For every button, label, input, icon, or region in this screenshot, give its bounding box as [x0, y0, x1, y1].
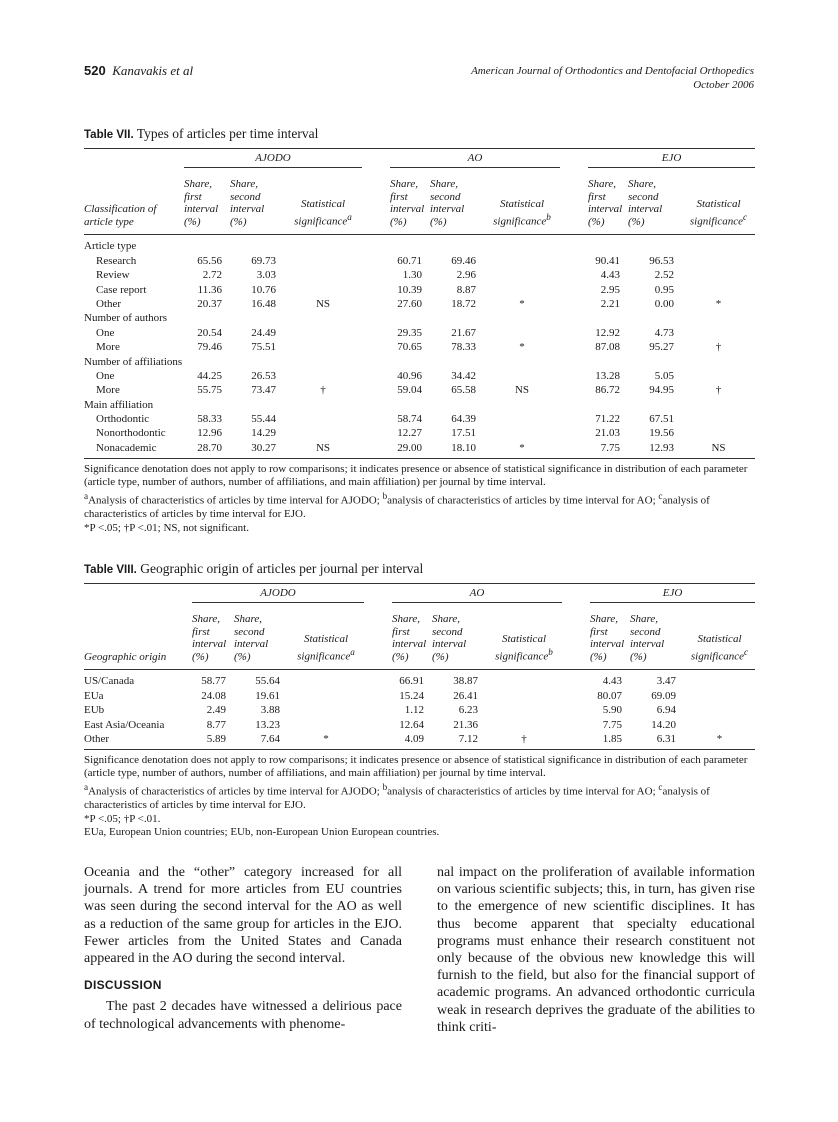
table-vii-grid	[84, 148, 755, 459]
share-cell: 6.31	[630, 732, 684, 750]
col-share-second: Share, second interval (%)	[234, 603, 288, 670]
significance-cell	[486, 688, 562, 702]
share-cell: 13.28	[595, 369, 620, 382]
footnote-significance: Significance denotation does not apply to row comparisons; it indicates presence or absence of statistical significance in distribution of each parameter (article type, number of authors, number of affiliations, and main affiliation) per journal by time interval.	[84, 753, 748, 780]
row-label: East Asia/Oceania	[84, 718, 165, 731]
share-cell: 12.96	[197, 427, 222, 440]
significance-cell	[682, 369, 755, 383]
table-row	[84, 670, 755, 689]
row-label: Nonacademic	[84, 440, 184, 458]
table-viii-footnotes	[84, 754, 755, 840]
share-cell: 6.94	[656, 704, 676, 717]
significance-cell	[486, 670, 562, 689]
table-vii-label: Table VII.	[84, 129, 134, 141]
share-cell: 0.95	[654, 283, 674, 296]
table-vii-footnotes	[84, 463, 755, 535]
significance-cell: NS	[284, 440, 362, 458]
significance-cell	[288, 703, 364, 717]
share-cell: 21.36	[453, 718, 478, 731]
share-cell: 80.07	[597, 689, 622, 702]
table-viii-grid	[84, 583, 755, 750]
significance-cell	[684, 688, 755, 702]
table-row	[84, 383, 755, 397]
row-label: Other	[84, 732, 192, 750]
row-label: Nonorthodontic	[96, 427, 166, 440]
row-label: More	[96, 384, 120, 397]
share-cell: 69.73	[251, 254, 276, 267]
significance-cell	[284, 340, 362, 354]
share-cell: 70.65	[397, 341, 422, 354]
significance-cell: *	[519, 297, 525, 310]
share-cell: 94.95	[649, 384, 674, 397]
significance-cell	[284, 282, 362, 296]
share-cell: 58.33	[197, 413, 222, 426]
row-label: EUa	[84, 689, 104, 702]
group-ajodo: AJODO	[192, 584, 364, 603]
share-cell: 17.51	[451, 427, 476, 440]
table-vii-title: Types of articles per time interval	[136, 126, 319, 141]
share-cell: 4.43	[600, 269, 620, 282]
table-viii-column-header	[84, 603, 755, 670]
share-cell: 71.22	[595, 413, 620, 426]
share-cell: 12.93	[628, 440, 682, 458]
share-cell: 8.77	[206, 718, 226, 731]
share-cell: 75.51	[251, 341, 276, 354]
share-cell: 1.85	[590, 732, 630, 750]
table-row	[84, 297, 755, 311]
share-cell: 7.75	[602, 718, 622, 731]
share-cell: 65.56	[197, 254, 222, 267]
journal-header	[471, 64, 754, 92]
share-cell: 12.27	[397, 427, 422, 440]
row-label: More	[96, 341, 120, 354]
significance-cell	[682, 412, 755, 426]
table-vii-body	[84, 235, 755, 459]
significance-cell	[288, 670, 364, 689]
share-cell: 16.48	[251, 297, 276, 310]
table-viii	[84, 561, 755, 840]
share-cell: 24.49	[251, 326, 276, 339]
table-section-row	[84, 235, 755, 254]
row-label: EUb	[84, 704, 105, 717]
share-cell: 55.44	[251, 413, 276, 426]
significance-cell: †	[715, 341, 722, 354]
group-ao: AO	[392, 584, 562, 603]
col-significance: Statistical significance$^b$	[484, 168, 560, 235]
share-cell: 79.46	[197, 341, 222, 354]
table-row	[84, 369, 755, 383]
share-cell: 2.49	[206, 704, 226, 717]
share-cell: 65.58	[451, 384, 476, 397]
share-cell: 78.33	[451, 341, 476, 354]
share-cell: 5.05	[654, 369, 674, 382]
table-row	[84, 253, 755, 267]
col-significance: Statistical significance$^a$	[288, 603, 364, 670]
row-label: Number of authors	[84, 312, 168, 325]
share-cell: 2.52	[654, 269, 674, 282]
significance-cell: †	[486, 732, 562, 750]
share-cell: 3.47	[656, 675, 676, 688]
share-cell: 0.00	[654, 297, 674, 310]
share-cell: 66.91	[399, 675, 424, 688]
share-cell: 26.41	[453, 689, 478, 702]
group-ajodo: AJODO	[184, 149, 362, 168]
col-share-second: Share, second interval (%)	[430, 168, 484, 235]
share-cell: 29.00	[390, 440, 430, 458]
significance-cell: NS	[514, 384, 530, 397]
share-cell: 21.03	[595, 427, 620, 440]
share-cell: 40.96	[397, 369, 422, 382]
significance-cell	[288, 688, 364, 702]
share-cell: 64.39	[451, 413, 476, 426]
share-cell: 19.56	[649, 427, 674, 440]
col-share-first: Share, first interval (%)	[390, 168, 430, 235]
share-cell: 1.12	[404, 704, 424, 717]
table-row	[84, 440, 755, 458]
row-label: Number of affiliations	[84, 355, 183, 368]
body-column-right	[437, 864, 755, 1036]
col-share-second: Share, second interval (%)	[628, 168, 682, 235]
share-cell: 18.10	[430, 440, 484, 458]
share-cell: 29.35	[397, 326, 422, 339]
row-label: Orthodontic	[96, 413, 150, 426]
col-significance: Statistical significance$^b$	[486, 603, 562, 670]
share-cell: 67.51	[649, 413, 674, 426]
col-share-first: Share, first interval (%)	[184, 168, 230, 235]
row-label: Main affiliation	[84, 398, 154, 411]
footnote-pvalues: *P <.05; †P <.01; NS, not significant.	[84, 521, 249, 534]
share-cell: 10.39	[397, 283, 422, 296]
row-label: Article type	[84, 240, 137, 253]
table-vii-column-header	[84, 168, 755, 235]
share-cell: 2.21	[600, 297, 620, 310]
page-number: 520	[84, 63, 106, 78]
significance-cell	[484, 325, 560, 339]
share-cell: 2.72	[202, 269, 222, 282]
running-author: Kanavakis et al	[112, 63, 194, 78]
table-vii	[84, 126, 755, 535]
share-cell: 10.76	[251, 283, 276, 296]
share-cell: 38.87	[453, 675, 478, 688]
table-vii-caption	[84, 126, 755, 142]
significance-cell: *	[684, 732, 755, 750]
footnote-analysis: $^a$Analysis of characteristics of articles by time interval for AJODO; $^b$analysis of characteristics of articles by time interval for AO; $^c$analysis of characteristics of articles by time interval for EJO.	[84, 490, 710, 521]
body-paragraph: nal impact on the proliferation of available information on various scientific subjects; this, in turn, has given rise to the emergence of new scientific disciplines. It has thus become apparent that specialty educational programs must enhance their research constituent not only because of the obvious new knowledge this will furnish to the field, but also for the financial support of academic programs. An advanced orthodontic curricula weak in research deprives the graduate of the abilities to think criti-	[437, 865, 755, 1035]
table-row	[84, 282, 755, 296]
share-cell: 14.29	[251, 427, 276, 440]
row-label: Review	[96, 269, 130, 282]
share-cell: 28.70	[184, 440, 230, 458]
significance-cell	[484, 369, 560, 383]
table-row	[84, 717, 755, 731]
col-share-second: Share, second interval (%)	[432, 603, 486, 670]
share-cell: 14.20	[651, 718, 676, 731]
significance-cell	[284, 412, 362, 426]
significance-cell	[484, 412, 560, 426]
group-ejo: EJO	[590, 584, 755, 603]
col-share-first: Share, first interval (%)	[590, 603, 630, 670]
body-paragraph: The past 2 decades have witnessed a delirious pace of technological advancements with phenome-	[84, 999, 402, 1032]
share-cell: 7.64	[234, 732, 288, 750]
share-cell: 4.73	[654, 326, 674, 339]
table-vii-group-header	[84, 149, 755, 168]
share-cell: 5.89	[192, 732, 234, 750]
table-viii-body	[84, 670, 755, 750]
group-ejo: EJO	[588, 149, 755, 168]
table-row	[84, 325, 755, 339]
journal-issue-date: October 2006	[693, 79, 754, 91]
significance-cell	[288, 717, 364, 731]
share-cell: 27.60	[397, 297, 422, 310]
footnote-abbreviations: EUa, European Union countries; EUb, non-European Union European countries.	[84, 826, 440, 839]
significance-cell	[284, 253, 362, 267]
share-cell: 13.23	[255, 718, 280, 731]
significance-cell	[484, 282, 560, 296]
table-row	[84, 412, 755, 426]
significance-cell	[486, 703, 562, 717]
share-cell: 12.64	[399, 718, 424, 731]
table-viii-label: Table VIII.	[84, 564, 137, 576]
body-paragraph: Oceania and the “other” category increased for all journals. A trend for more articles from EU countries was seen during the second interval for the AO as well as a reduction of the same group for articles in the EJO. Fewer articles from the United States and Canada appeared in the AO during the second interval.	[84, 865, 402, 967]
col-significance: Statistical significance$^a$	[284, 168, 362, 235]
col-significance: Statistical significance$^c$	[684, 603, 755, 670]
share-cell: 55.64	[255, 675, 280, 688]
share-cell: 12.92	[595, 326, 620, 339]
share-cell: 96.53	[649, 254, 674, 267]
share-cell: 4.43	[602, 675, 622, 688]
share-cell: 7.75	[588, 440, 628, 458]
share-cell: 87.08	[595, 341, 620, 354]
share-cell: 15.24	[399, 689, 424, 702]
significance-cell	[682, 426, 755, 440]
row-label: Research	[96, 254, 137, 267]
share-cell: 58.77	[201, 675, 226, 688]
col-share-second: Share, second interval (%)	[230, 168, 284, 235]
share-cell: 3.03	[256, 269, 276, 282]
share-cell: 59.04	[397, 384, 422, 397]
share-cell: 7.12	[432, 732, 486, 750]
share-cell: 30.27	[230, 440, 284, 458]
share-cell: 6.23	[458, 704, 478, 717]
footnote-pvalues: *P <.05; †P <.01.	[84, 812, 161, 825]
footnote-significance: Significance denotation does not apply to row comparisons; it indicates presence or absence of statistical significance in distribution of each parameter (article type, number of authors, number of affiliations, and main affiliation) per journal by time interval.	[84, 462, 748, 489]
share-cell: 34.42	[451, 369, 476, 382]
significance-cell: †	[715, 384, 722, 397]
col-geographic-origin: Geographic origin	[84, 603, 192, 670]
share-cell: 69.09	[651, 689, 676, 702]
share-cell: 19.61	[255, 689, 280, 702]
col-share-first: Share, first interval (%)	[392, 603, 432, 670]
table-section-row	[84, 397, 755, 411]
share-cell: 5.90	[602, 704, 622, 717]
significance-cell: †	[320, 384, 326, 397]
significance-cell: NS	[682, 440, 755, 458]
share-cell: 18.72	[451, 297, 476, 310]
footnote-analysis: $^a$Analysis of characteristics of articles by time interval for AJODO; $^b$analysis of characteristics of articles by time interval for AO; $^c$analysis of characteristics of articles by time interval for EJO.	[84, 781, 710, 812]
table-row	[84, 688, 755, 702]
row-label: One	[96, 326, 115, 339]
table-viii-caption	[84, 561, 755, 577]
significance-cell: *	[484, 440, 560, 458]
col-share-second: Share, second interval (%)	[630, 603, 684, 670]
table-row	[84, 268, 755, 282]
share-cell: 55.75	[197, 384, 222, 397]
share-cell: 4.09	[392, 732, 432, 750]
share-cell: 3.88	[260, 704, 280, 717]
table-row	[84, 703, 755, 717]
significance-cell: *	[715, 297, 722, 310]
col-share-first: Share, first interval (%)	[192, 603, 234, 670]
significance-cell	[284, 268, 362, 282]
col-significance: Statistical significance$^c$	[682, 168, 755, 235]
table-row	[84, 426, 755, 440]
significance-cell	[484, 268, 560, 282]
share-cell: 73.47	[251, 384, 276, 397]
table-row	[84, 340, 755, 354]
row-label: Case report	[96, 283, 147, 296]
table-section-row	[84, 354, 755, 368]
significance-cell	[484, 253, 560, 267]
col-share-first: Share, first interval (%)	[588, 168, 628, 235]
significance-cell	[684, 717, 755, 731]
significance-cell	[682, 282, 755, 296]
journal-title: American Journal of Orthodontics and Dentofacial Orthopedics	[471, 65, 754, 77]
share-cell: 2.95	[600, 283, 620, 296]
share-cell: 20.37	[197, 297, 222, 310]
table-viii-title: Geographic origin of articles per journal per interval	[140, 561, 424, 576]
share-cell: 86.72	[595, 384, 620, 397]
row-label: Other	[96, 297, 122, 310]
significance-cell	[284, 369, 362, 383]
significance-cell	[682, 268, 755, 282]
section-heading-discussion: DISCUSSION	[84, 978, 162, 993]
significance-cell	[684, 670, 755, 689]
share-cell: 69.46	[451, 254, 476, 267]
significance-cell	[682, 253, 755, 267]
share-cell: 21.67	[451, 326, 476, 339]
significance-cell: *	[519, 341, 525, 354]
body-column-left	[84, 864, 402, 1033]
significance-cell	[486, 717, 562, 731]
share-cell: 20.54	[197, 326, 222, 339]
share-cell: 24.08	[201, 689, 226, 702]
table-row	[84, 732, 755, 750]
table-viii-group-header	[84, 584, 755, 603]
share-cell: 58.74	[397, 413, 422, 426]
table-section-row	[84, 311, 755, 325]
significance-cell	[684, 703, 755, 717]
share-cell: 60.71	[397, 254, 422, 267]
significance-cell	[484, 426, 560, 440]
group-ao: AO	[390, 149, 560, 168]
significance-cell	[682, 325, 755, 339]
page-header-left	[84, 63, 193, 79]
row-label: US/Canada	[84, 675, 135, 688]
share-cell: 26.53	[251, 369, 276, 382]
significance-cell: NS	[315, 297, 331, 310]
col-classification: Classification of article type	[84, 168, 184, 235]
share-cell: 11.36	[197, 283, 222, 296]
significance-cell	[284, 325, 362, 339]
share-cell: 95.27	[649, 341, 674, 354]
row-label: One	[96, 369, 115, 382]
share-cell: 90.41	[595, 254, 620, 267]
share-cell: 8.87	[456, 283, 476, 296]
share-cell: 2.96	[456, 269, 476, 282]
significance-cell	[284, 426, 362, 440]
significance-cell: *	[288, 732, 364, 750]
share-cell: 44.25	[197, 369, 222, 382]
share-cell: 1.30	[402, 269, 422, 282]
